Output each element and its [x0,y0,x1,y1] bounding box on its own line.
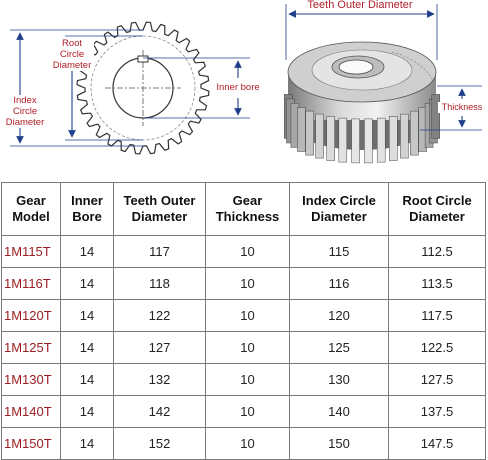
table-cell: 14 [61,300,114,332]
table-cell: 115 [290,236,389,268]
gear-model-cell: 1M150T [2,428,61,460]
index-circle-diameter-label: Index Circle Diameter [0,95,50,128]
table-cell: 120 [290,300,389,332]
gear-tooth [377,118,385,162]
gear-tooth [297,108,305,152]
gear-tooth [410,111,418,155]
table-header-row [2,183,486,236]
gear-model-cell: 1M116T [2,268,61,300]
table-cell: 152 [114,428,206,460]
gear-tooth [364,119,372,163]
table-cell: 10 [206,268,290,300]
table-cell: 125 [290,332,389,364]
table-cell: 150 [290,428,389,460]
table-cell: 10 [206,396,290,428]
table-cell: 10 [206,300,290,332]
column-header: Index Circle Diameter [290,183,389,236]
table-cell: 118 [114,268,206,300]
gear-tooth [316,114,324,158]
table-cell: 14 [61,428,114,460]
table-body [2,236,486,460]
inner-bore-label: Inner bore [212,82,264,93]
gear-spec-table [1,182,486,460]
table-row [2,396,486,428]
gear-tooth [389,117,397,161]
left-gear [77,22,209,154]
table-cell: 142 [114,396,206,428]
table-cell: 14 [61,236,114,268]
gear-diagram [0,0,488,178]
gear-model-cell: 1M140T [2,396,61,428]
table-cell: 130 [290,364,389,396]
gear-tooth [327,117,335,161]
table-row [2,300,486,332]
gear-tooth [339,118,347,162]
column-header: Gear Model [2,183,61,236]
gear-model-cell: 1M125T [2,332,61,364]
table-cell: 117 [114,236,206,268]
gear-model-cell: 1M130T [2,364,61,396]
table-cell: 116 [290,268,389,300]
table-cell: 10 [206,332,290,364]
gear-tooth [432,94,440,138]
table-row [2,332,486,364]
table-cell: 132 [114,364,206,396]
table-cell: 113.5 [389,268,486,300]
table-cell: 122.5 [389,332,486,364]
table-row [2,428,486,460]
root-circle-diameter-label: Root Circle Diameter [50,38,94,71]
table-cell: 14 [61,268,114,300]
table-cell: 140 [290,396,389,428]
table-cell: 14 [61,332,114,364]
thickness-label: Thickness [438,102,486,113]
gear-model-cell: 1M120T [2,300,61,332]
gear-tooth [306,111,314,155]
table-cell: 10 [206,428,290,460]
table-cell: 137.5 [389,396,486,428]
table-cell: 14 [61,364,114,396]
column-header: Root Circle Diameter [389,183,486,236]
column-header: Teeth Outer Diameter [114,183,206,236]
table-cell: 117.5 [389,300,486,332]
right-gear-bore [339,60,373,74]
teeth-outer-diameter-label: Teeth Outer Diameter [296,0,424,11]
gear-model-cell: 1M115T [2,236,61,268]
table-cell: 127.5 [389,364,486,396]
column-header: Inner Bore [61,183,114,236]
table-cell: 127 [114,332,206,364]
table-cell: 14 [61,396,114,428]
table-cell: 10 [206,236,290,268]
table-cell: 122 [114,300,206,332]
table-cell: 10 [206,364,290,396]
table-cell: 147.5 [389,428,486,460]
gear-tooth [352,119,360,163]
right-gear [284,42,439,163]
table-row [2,364,486,396]
table-cell: 112.5 [389,236,486,268]
column-header: Gear Thickness [206,183,290,236]
gear-tooth [400,114,408,158]
table-row [2,268,486,300]
table-row [2,236,486,268]
